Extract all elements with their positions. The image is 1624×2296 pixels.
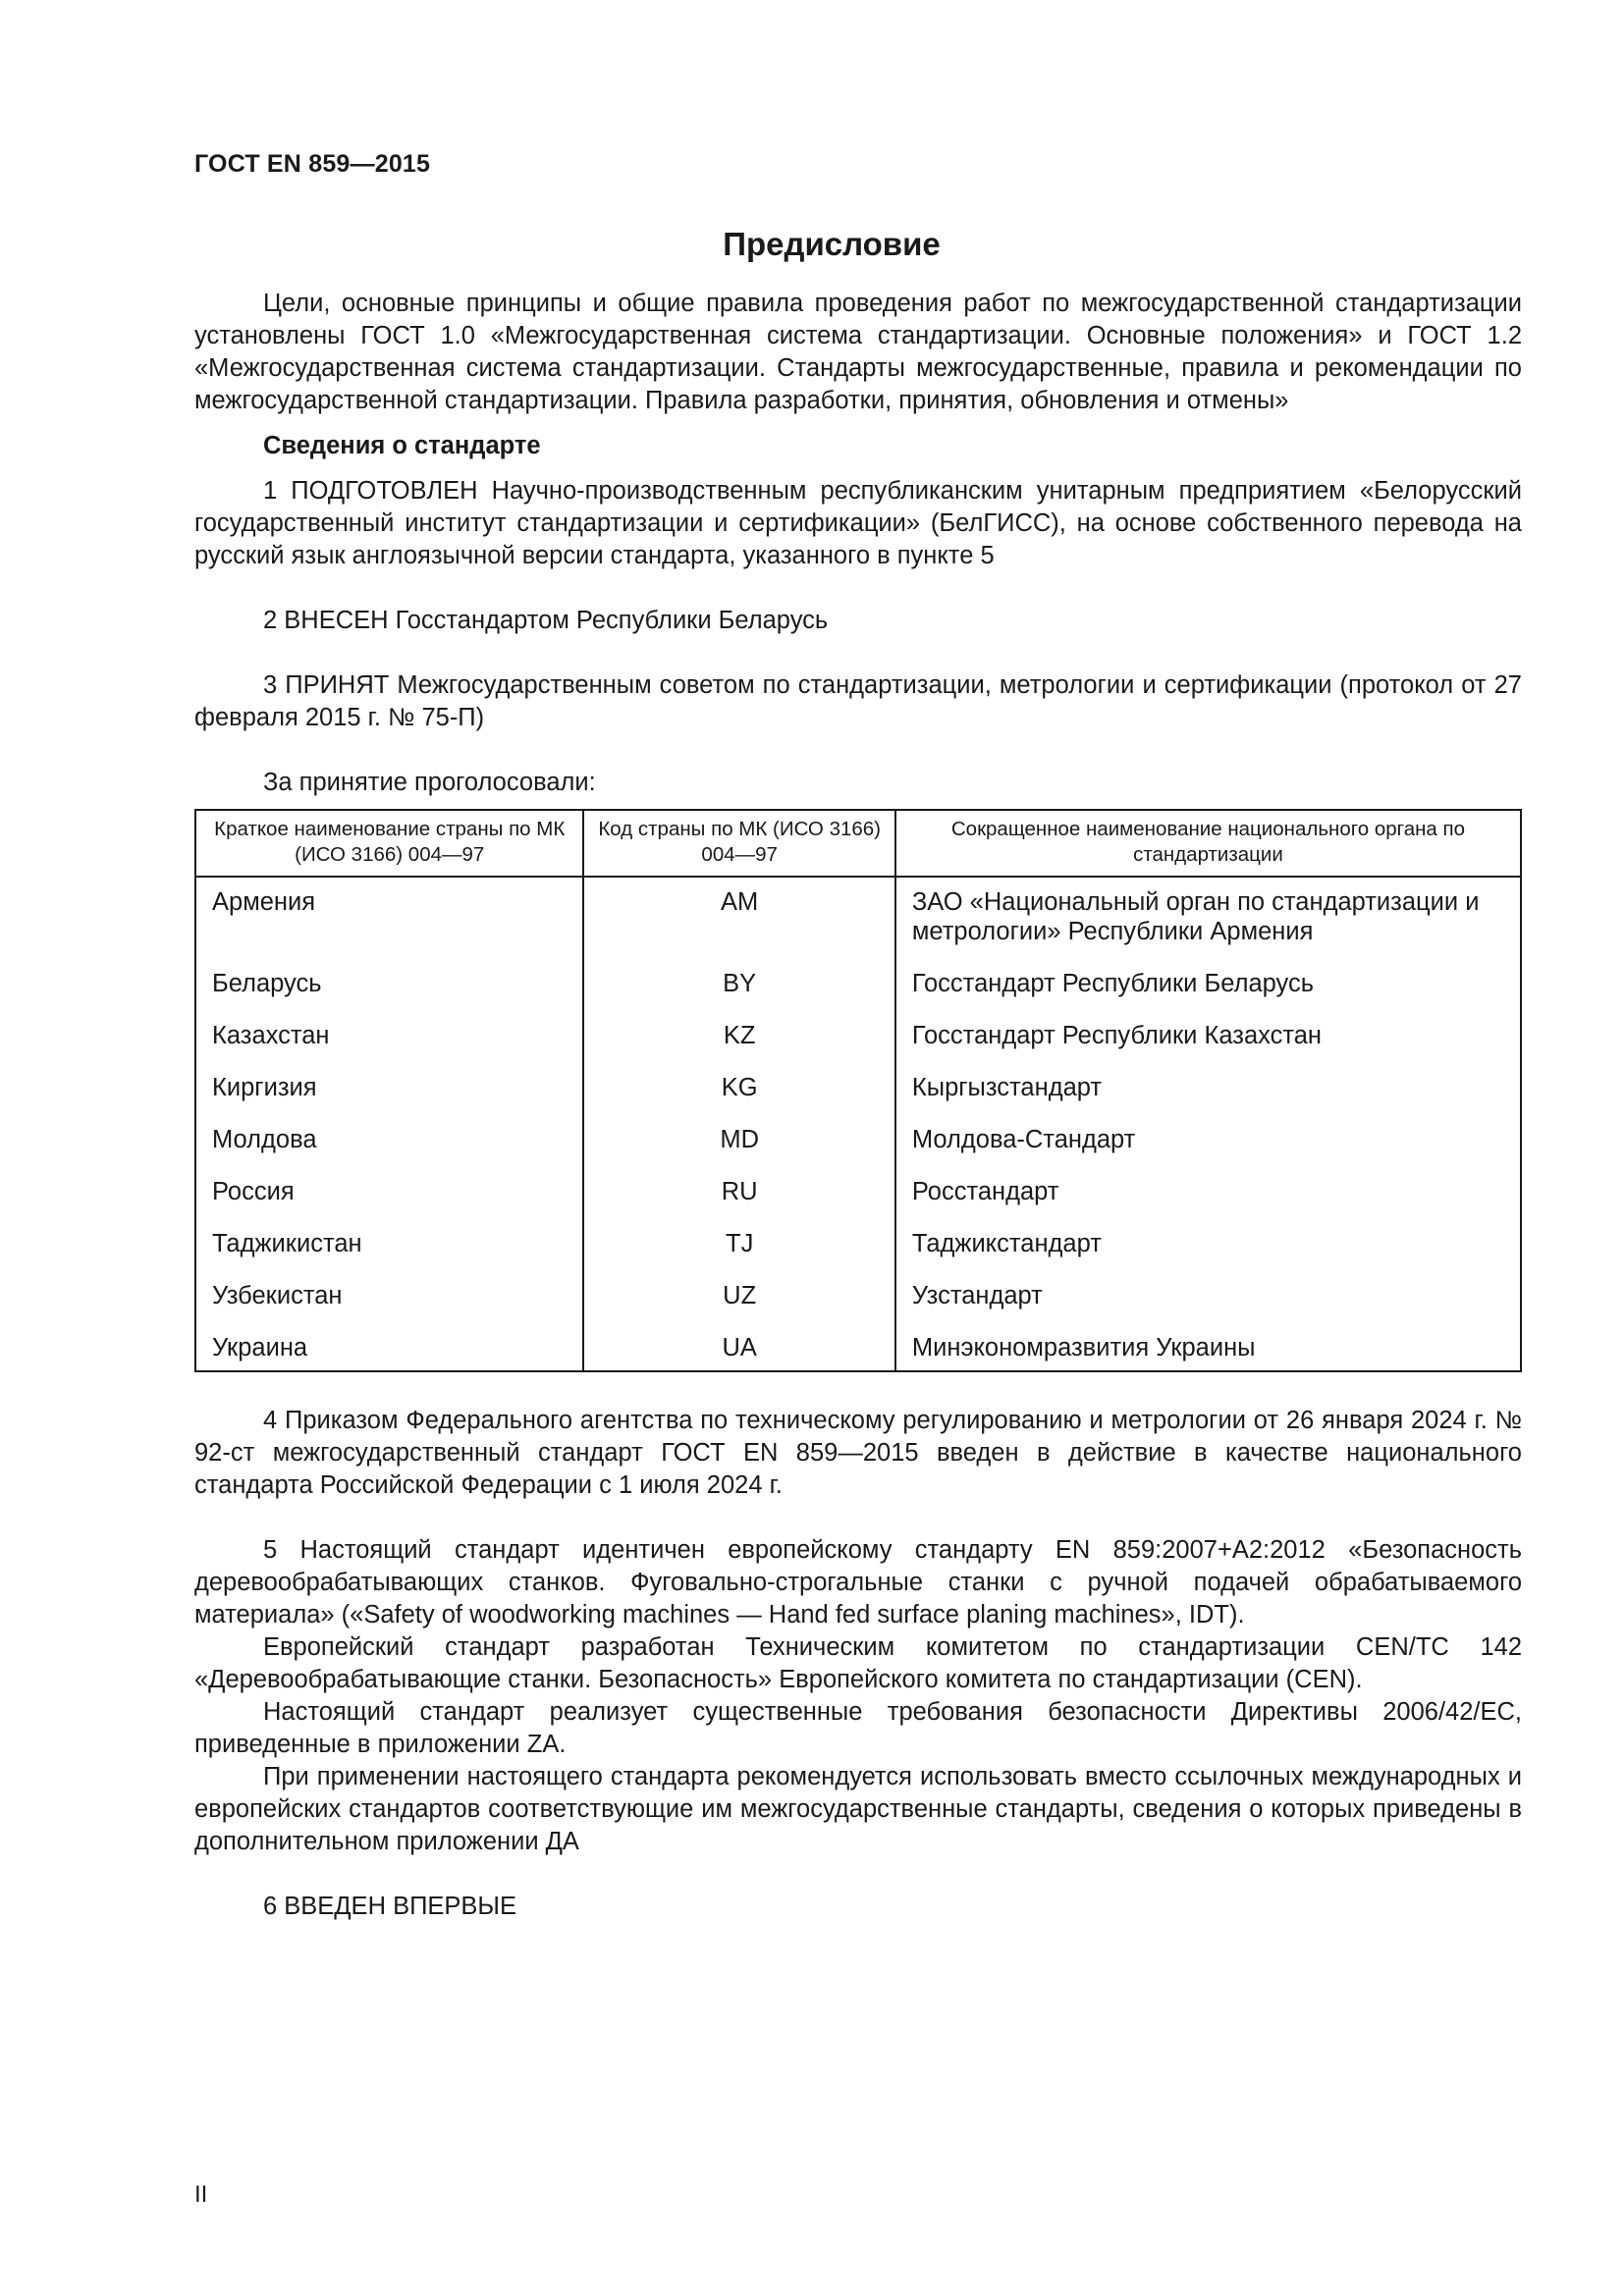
country-cell: Узбекистан	[195, 1278, 583, 1330]
code-cell: KZ	[583, 1018, 894, 1070]
votes-caption: За принятие проголосовали:	[263, 769, 596, 796]
item-2-paragraph: 2 ВНЕСЕН Госстандартом Республики Беларусь	[263, 607, 829, 634]
code-cell: AM	[583, 877, 894, 966]
body-cell: Госстандарт Республики Беларусь	[895, 966, 1521, 1018]
body-cell: Минэкономразвития Украины	[895, 1330, 1521, 1371]
country-cell: Молдова	[195, 1122, 583, 1174]
code-cell: UZ	[583, 1278, 894, 1330]
body-cell: Росстандарт	[895, 1174, 1521, 1226]
page-title: Предисловие	[723, 226, 941, 262]
info-heading: Сведения о стандарте	[263, 432, 541, 459]
table-row	[195, 1018, 1521, 1070]
country-cell: Украина	[195, 1330, 583, 1371]
column-header-code: Код страны по МК (ИСО 3166) 004—97	[583, 810, 894, 877]
column-header-body: Сокращенное наименование национального органа по стандартизации	[895, 810, 1521, 877]
table-row	[195, 1330, 1521, 1371]
body-cell: ЗАО «Национальный орган по стандартизации и метрологии» Республики Армения	[895, 877, 1521, 966]
country-cell: Киргизия	[195, 1070, 583, 1122]
item-5-references-paragraph: При применении настоящего стандарта рекомендуется использовать вместо ссылочных международных и европейских стандартов соответствующие им межгосударственные стандарты, сведения о которых приведены в дополнительном приложении ДА	[194, 1763, 1522, 1855]
body-cell: Молдова-Стандарт	[895, 1122, 1521, 1174]
document-header: ГОСТ EN 859—2015	[194, 150, 431, 178]
item-4-paragraph: 4 Приказом Федерального агентства по техническому регулированию и метрологии от 26 января 2024 г. № 92-ст межгосударственный стандарт ГОСТ EN 859—2015 введен в действие в качестве национального стандарта Российской Федерации с 1 июля 2024 г.	[194, 1407, 1522, 1499]
table-row	[195, 1278, 1521, 1330]
country-cell: Россия	[195, 1174, 583, 1226]
table-row	[195, 877, 1521, 966]
item-6-paragraph: 6 ВВЕДЕН ВПЕРВЫЕ	[263, 1893, 517, 1920]
country-cell: Таджикистан	[195, 1226, 583, 1278]
table-row	[195, 966, 1521, 1018]
item-3-paragraph: 3 ПРИНЯТ Межгосударственным советом по стандартизации, метрологии и сертификации (протокол от 27 февраля 2015 г. № 75-П)	[194, 671, 1522, 731]
code-cell: UA	[583, 1330, 894, 1371]
column-header-country: Краткое наименование страны по МК (ИСО 3166) 004—97	[195, 810, 583, 877]
table-header-row	[195, 810, 1521, 877]
body-cell: Таджикстандарт	[895, 1226, 1521, 1278]
item-5-paragraph: 5 Настоящий стандарт идентичен европейскому стандарту EN 859:2007+A2:2012 «Безопасность деревообрабатывающих станков. Фуговально-строгальные станки с ручной подачей обрабатываемого материала» («Safety of woodworking machines — Hand fed surface planing machines», IDT).	[194, 1536, 1522, 1629]
body-cell: Кыргызстандарт	[895, 1070, 1521, 1122]
code-cell: RU	[583, 1174, 894, 1226]
item-5-european-standard-paragraph: Европейский стандарт разработан Техническим комитетом по стандартизации CEN/TC 142 «Деревообрабатывающие станки. Безопасность» Европейского комитета по стандартизации (CEN).	[194, 1633, 1522, 1693]
table-row	[195, 1122, 1521, 1174]
item-5-directive-paragraph: Настоящий стандарт реализует существенные требования безопасности Директивы 2006/42/EC, приведенные в приложении ZA.	[194, 1698, 1522, 1758]
body-cell: Узстандарт	[895, 1278, 1521, 1330]
page-number: II	[194, 2181, 208, 2208]
votes-table	[194, 809, 1522, 1372]
body-cell: Госстандарт Республики Казахстан	[895, 1018, 1521, 1070]
table-row	[195, 1174, 1521, 1226]
document-body	[194, 288, 1522, 1923]
table-row	[195, 1070, 1521, 1122]
intro-paragraph: Цели, основные принципы и общие правила проведения работ по межгосударственной стандартизации установлены ГОСТ 1.0 «Межгосударственная система стандартизации. Основные положения» и ГОСТ 1.2 «Межгосударственная система стандартизации. Стандарты межгосударственные, правила и рекомендации по межгосударственной стандартизации. Правила разработки, принятия, обновления и отмены»	[194, 290, 1522, 414]
item-1-paragraph: 1 ПОДГОТОВЛЕН Научно-производственным республиканским унитарным предприятием «Белорусский государственный институт стандартизации и сертификации» (БелГИСС), на основе собственного перевода на русский язык англоязычной версии стандарта, указанного в пункте 5	[194, 477, 1522, 569]
code-cell: TJ	[583, 1226, 894, 1278]
country-cell: Казахстан	[195, 1018, 583, 1070]
code-cell: KG	[583, 1070, 894, 1122]
code-cell: BY	[583, 966, 894, 1018]
country-cell: Беларусь	[195, 966, 583, 1018]
code-cell: MD	[583, 1122, 894, 1174]
table-row	[195, 1226, 1521, 1278]
country-cell: Армения	[195, 877, 583, 966]
